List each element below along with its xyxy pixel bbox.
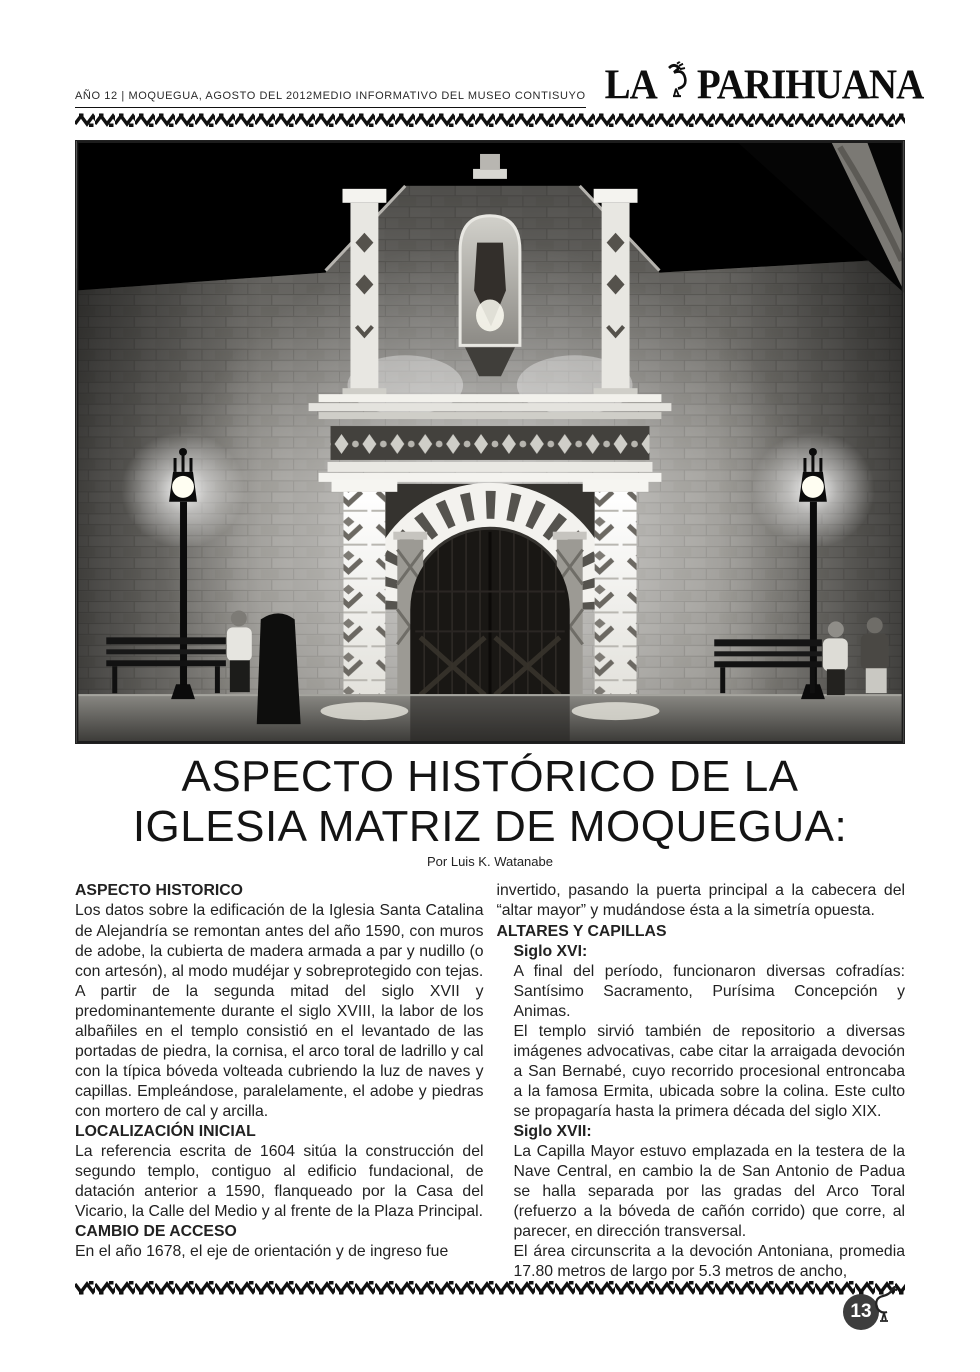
article-paragraph: El templo sirvió también de repositorio a diversas imágenes advocativas, cabe citar la arraigada devoción a San Bernabé, cuyo recorrido procesional entroncaba a la famosa Ermita, ubicada sobre la colina. Este culto se propagaría hasta la primera década del siglo XIX. [513,1022,905,1120]
decorative-border-top [75,113,905,128]
frieze [331,426,650,460]
page-footer [75,1280,905,1322]
article-paragraph: La Capilla Mayor estuvo emplazada en la testera de la Nave Central, en cambio la de San Antonio de Padua se halla separada por las gradas del Arco Toral (refuerzo a la bóveda de cañón corrido) que corre, al parecer, en dirección transversal. [513,1143,905,1241]
article-paragraph: En el año 1678, el eje de orientación y de ingreso fue [75,1243,449,1261]
article-paragraph: El área circunscrita a la devoción Antoniana, promedia 17.80 metros de largo por 5.3 metros de ancho, [513,1243,905,1281]
masthead-header [75,61,924,108]
church-photo-illustration [76,141,904,743]
article-title-line2: IGLESIA MATRIZ DE MOQUEGUA: [132,801,848,851]
section-heading: ASPECTO HISTORICO [75,882,243,900]
header-rule [75,90,586,108]
issue-info: AÑO 12 | MOQUEGUA, AGOSTO DEL 2012 [75,90,313,102]
decorative-border-bottom [75,1280,905,1295]
article-body [75,881,905,1282]
article-paragraph: Los datos sobre la edificación de la Iglesia Santa Catalina de Alejandría se remontan antes del año 1590, con muros de adobe, la cubierta de madera armada a par y nudillo (o con artesón), al modo mudéjar y sobreprotegido con tejas. [75,902,484,980]
section-heading: LOCALIZACIÓN INICIAL [75,1123,256,1140]
masthead-title [605,62,924,108]
article-title [75,752,905,851]
article-column-right [497,881,906,1282]
section-heading: ALTARES Y CAPILLAS [496,922,667,940]
article-paragraph: invertido, pasando la puerta principal a la cabecera del “altar mayor” y mudándose ésta a la simetría opuesta. [496,882,905,920]
statue-niche [460,216,520,376]
publication-tagline: MEDIO INFORMATIVO DEL MUSEO CONTISUYO [312,90,586,102]
parihuana-bird-icon [663,62,693,106]
cornice [309,394,672,419]
masthead-suffix: PARIHUANA [696,61,924,108]
article-byline: Por Luis K. Watanabe [427,854,553,870]
article-paragraph: A final del período, funcionaron diversas cofradías: Santísimo Sacramento, Purísima Concepción y Animas. [513,962,905,1020]
section-heading: Siglo XVII: [513,1123,592,1140]
page-number-badge [843,1292,905,1334]
church-photo [75,140,905,744]
figure-left-lamp [257,613,301,724]
page-number: 13 [843,1294,879,1330]
section-heading: Siglo XVI: [513,942,588,960]
masthead-prefix: LA [604,61,657,108]
parihuana-bird-icon [871,1286,899,1329]
article-title-line1: ASPECTO HISTÓRICO DE LA [181,752,799,801]
entablature [319,462,662,482]
article-column-left [75,881,484,1282]
article-paragraph: La referencia escrita de 1604 sitúa la construcción del segundo templo, contiguo al edificio fundacional, de datación anterior a 1590, flanqueado por la Casa del Vicario, la Calle del Medio y al frente de la Plaza Principal. [75,1143,484,1221]
article-paragraph: A partir de la segunda mitad del siglo XVII y predominantemente durante el siglo XVIII, la labor de los albañiles en el templo consistió en el levantado de las portadas de piedra, la cornisa, el arco toral de ladrillo y cal con la típica bóveda volteada cubriendo la luz de naves y capillas. Empleándose, paralelamente, el adobe y piedras con mortero de cal y arcilla. [75,982,484,1120]
section-heading: CAMBIO DE ACCESO [75,1223,237,1241]
